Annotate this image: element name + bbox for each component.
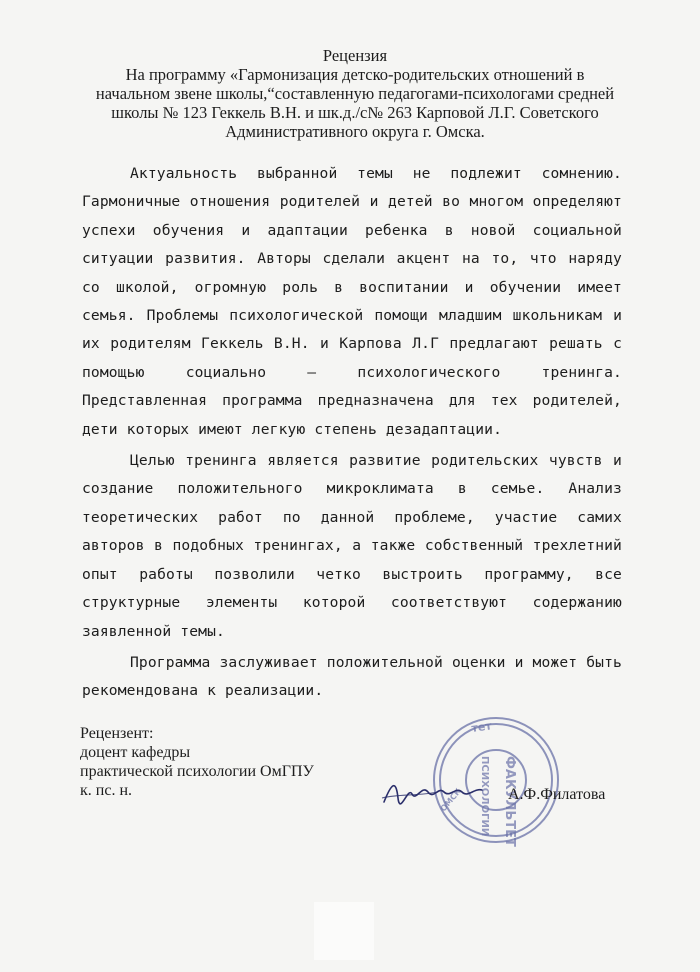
- reviewer-line: доцент кафедры: [80, 744, 191, 761]
- paper-blank-area: [314, 902, 374, 960]
- subtitle-line: школы № 123 Геккель В.Н. и шк.д./с№ 263 Карповой Л.Г. Советского: [111, 103, 599, 122]
- reviewer-line: к. пс. н.: [80, 782, 132, 799]
- reviewer-info: [80, 724, 314, 800]
- handwritten-signature: [378, 772, 498, 812]
- subtitle-line: Административного округа г. Омска.: [225, 122, 485, 141]
- subtitle-line: На программу «Гармонизация детско-родительских отношений в: [125, 65, 585, 84]
- paragraph: Программа заслуживает положительной оценки и может быть рекомендована к реализации.: [82, 653, 622, 700]
- document-title: Рецензия: [322, 46, 388, 65]
- paragraph: Целью тренинга является развитие родительских чувств и создание положительного микроклимата в семье. Анализ теоретических работ по данной проблеме, участие самих авторов в подобных тренингах, а также собственный трехлетний опыт работы позволили четко выстроить программу, все структурные элементы которой соответствуют содержанию заявленной темы.: [82, 452, 622, 640]
- document-heading: [70, 46, 640, 141]
- subtitle-line: начальном звене школы,“составленную педагогами-психологами средней: [95, 84, 615, 103]
- svg-text:ОМСК: ОМСК: [438, 786, 463, 814]
- svg-text:ПСИХОЛОГИИ: ПСИХОЛОГИИ: [479, 756, 490, 837]
- review-body: [82, 160, 622, 709]
- svg-text:ФАКУЛЬТЕТ: ФАКУЛЬТЕТ: [502, 756, 517, 847]
- svg-text:тет: тет: [470, 719, 493, 735]
- reviewer-name: А.Ф.Филатова: [508, 786, 606, 803]
- reviewer-line: Рецензент:: [80, 725, 154, 742]
- paragraph: Актуальность выбранной темы не подлежит сомнению. Гармоничные отношения родителей и детей во многом определяют успехи обучения и адаптации ребенка в новой социальной ситуации развития. Авторы сделали акцент на то, что наряду со школой, огромную роль в воспитании и обучении имеет семья. Проблемы психологической помощи младшим школьникам и их родителям Геккель В.Н. и Карпова Л.Г предлагают решать с помощью социально – психологического тренинга. Представленная программа предназначена для тех родителей, дети которых имеют легкую степень дезадаптации.: [82, 165, 622, 438]
- reviewer-line: практической психологии ОмГПУ: [80, 763, 314, 780]
